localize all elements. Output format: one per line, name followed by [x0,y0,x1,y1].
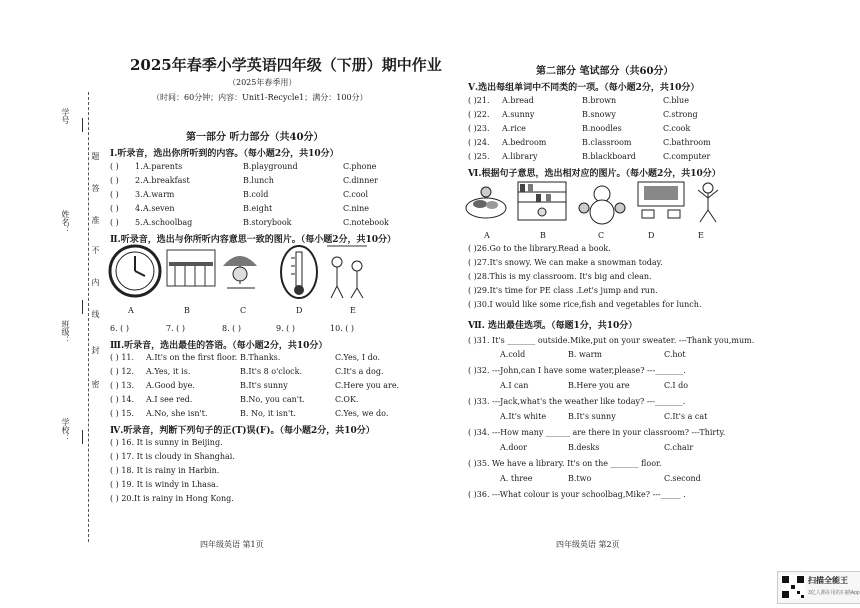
question-lead: ( ) 11. [110,353,135,362]
option-c: C.Yes, I do. [335,353,380,362]
option-b: B.noodles [582,124,622,133]
question-lead: ( ) 15. [110,409,135,418]
option-a: A.seven [143,204,175,213]
option-b: B.cold [243,190,269,199]
option-b: B.brown [582,96,617,105]
exam-title: 2025年春季小学英语四年级（下册）期中作业 [130,56,442,74]
option-a: A.cold [500,350,526,359]
question-text: ( )36. ---What colour is your schoolbag,Mike? ---_____ . [468,490,686,499]
picture-label: A [128,306,134,315]
kids-picture [327,246,367,298]
option-b: B.It's sunny [240,381,288,390]
option-b: B.snowy [582,110,616,119]
option-c: C.chair [664,443,694,452]
student-no-label: 学号 [61,108,70,124]
picture-label: B [540,231,546,240]
option-c: C.computer [663,152,711,161]
picture-label: D [648,231,655,240]
qr-code-icon [781,575,805,599]
option-a: A.parents [143,162,183,171]
seal-word: 不 [91,246,100,254]
exam-info: （时间：60分钟；内容：Unit1-Recycle1；满分：100分） [152,93,368,102]
school-label: 学校： [61,418,70,442]
question-lead: ( )21. [468,96,490,105]
exam-subtitle: （2025年春季用） [228,78,297,87]
seal-mark [82,118,83,132]
option-a: A.library [502,152,538,161]
question-text: ( )32. ---John,can I have some water,please? ---_______. [468,366,686,375]
seal-word: 答 [91,184,100,192]
answer-blank: 6. ( ) [110,324,129,333]
option-c: C.dinner [343,176,378,185]
option-c: C.hot [664,350,686,359]
page-footer-2: 四年级英语 第2页 [556,540,620,549]
page-footer-1: 四年级英语 第1页 [200,540,264,549]
picture-label: D [296,306,303,315]
match-item: ( )28.This is my classroom. It's big and clean. [468,272,652,281]
option-c: C.strong [663,110,698,119]
option-a: A.rice [502,124,526,133]
option-a: A.Good bye. [146,381,195,390]
option-a: A. three [500,474,533,483]
option-c: C.cool [343,190,369,199]
judgement-item: ( ) 16. It is sunny in Beijing. [110,438,223,447]
clock-picture [110,246,160,296]
option-a: A.I see red. [146,395,193,404]
question-lead: ( )23. [468,124,490,133]
question-text: ( )35. We have a library. It's on the _______ floor. [468,459,662,468]
section-6-heading: Ⅵ.根据句子意思，选出相对应的图片。（每小题2分，共10分） [468,169,721,179]
question-paren: ( ) [110,162,119,171]
question-paren: ( ) [110,176,119,185]
question-paren: ( ) [110,218,119,227]
seal-word: 内 [91,278,100,286]
option-b: B. warm [568,350,602,359]
binding-line [88,92,89,542]
classroom-picture [638,182,684,218]
option-c: C.nine [343,204,369,213]
option-a: A.It's on the first floor. [146,353,238,362]
library-picture [518,182,566,220]
question-text: ( )33. ---Jack,what's the weather like today? ---_______. [468,397,686,406]
question-number: 4. [135,204,143,213]
class-label: 班级： [61,320,70,344]
seal-word: 线 [91,310,100,318]
option-b: B.Thanks. [240,353,281,362]
seal-word: 封 [91,346,100,354]
option-b: B.classroom [582,138,632,147]
judgement-item: ( ) 18. It is rainy in Harbin. [110,466,220,475]
section-5-heading: Ⅴ.选出每组单词中不同类的一项。（每小题2分，共10分） [468,83,700,93]
section-7-heading: Ⅶ. 选出最佳选项。（每题1分，共10分） [468,321,638,331]
food-picture [466,187,506,218]
school-picture [167,250,215,286]
question-lead: ( )24. [468,138,490,147]
question-paren: ( ) [110,190,119,199]
part1-heading: 第一部分 听力部分（共40分） [186,132,324,143]
option-a: A.door [500,443,527,452]
question-number: 5. [135,218,143,227]
question-number: 2. [135,176,143,185]
question-lead: ( )22. [468,110,490,119]
snowman-picture [579,186,625,224]
question-number: 1. [135,162,143,171]
picture-label: E [350,306,356,315]
option-b: B.eight [243,204,273,213]
scanner-tagline: 3亿人都在用的扫描App [808,590,860,596]
match-item: ( )29.It's time for PE class .Let's jump and run. [468,286,658,295]
pe-class-picture [698,183,718,222]
option-a: A.Yes, it is. [146,367,191,376]
option-c: C.blue [663,96,689,105]
option-c: C.It's a dog. [335,367,384,376]
judgement-item: ( ) 17. It is cloudy in Shanghai. [110,452,235,461]
picture-match-images [462,178,730,226]
section-2-heading: Ⅱ.听录音，选出与你所听内容意思一致的图片。（每小题2分，共10分） [110,235,397,245]
option-a: A.bread [502,96,534,105]
option-b: B.storybook [243,218,292,227]
answer-blank: 10. ( ) [330,324,355,333]
judgement-item: ( ) 20.It is rainy in Hong Kong. [110,494,234,503]
question-lead: ( ) 12. [110,367,135,376]
picture-label: C [598,231,605,240]
option-a: A.No, she isn't. [146,409,208,418]
section-4-heading: Ⅳ.听录音，判断下列句子的正(T)误(F)。（每小题2分，共10分） [110,426,375,436]
option-c: C.bathroom [663,138,711,147]
option-a: A.bedroom [502,138,547,147]
section-3-heading: Ⅲ.听录音，选出最佳的答语。（每小题2分，共10分） [110,341,328,351]
option-c: C.phone [343,162,377,171]
option-b: B.lunch [243,176,274,185]
option-c: C.Here you are. [335,381,400,390]
option-b: B.blackboard [582,152,636,161]
picture-label: A [484,231,490,240]
option-b: B.Here you are [568,381,630,390]
option-b: B.No, you can't. [240,395,305,404]
option-b: B.It's sunny [568,412,616,421]
option-a: A.It's white [500,412,547,421]
seal-word: 准 [91,216,100,224]
option-b: B.two [568,474,592,483]
option-b: B.It's 8 o'clock. [240,367,303,376]
option-b: B. No, it isn't. [240,409,296,418]
seal-word: 题 [91,152,100,160]
match-item: ( )27.It's snowy. We can make a snowman today. [468,258,663,267]
option-c: C.I do [664,381,689,390]
judgement-item: ( ) 19. It is windy in Lhasa. [110,480,219,489]
option-c: C.It's a cat [664,412,708,421]
question-lead: ( ) 14. [110,395,135,404]
section-1-heading: Ⅰ.听录音，选出你所听到的内容。（每小题2分，共10分） [110,149,339,159]
listening-pictures [105,244,385,306]
picture-label: B [184,306,190,315]
scanner-app-name: 扫描全能王 [808,576,848,585]
option-a: A.breakfast [143,176,190,185]
scanner-watermark [777,571,860,604]
option-b: B.playground [243,162,298,171]
answer-blank: 7. ( ) [166,324,185,333]
option-c: C.OK. [335,395,359,404]
option-b: B.desks [568,443,600,452]
part2-heading: 第二部分 笔试部分（共60分） [536,66,674,77]
name-label: 姓名： [61,210,70,234]
question-number: 3. [135,190,143,199]
question-text: ( )31. It's _______ outside.Mike,put on your sweater. ---Thank you,mum. [468,336,755,345]
match-item: ( )26.Go to the library.Read a book. [468,244,611,253]
question-text: ( )34. ---How many ______ are there in your classroom? ---Thirty. [468,428,726,437]
option-a: A.schoolbag [143,218,193,227]
thermometer-picture [281,246,317,298]
match-item: ( )30.I would like some rice,fish and vegetables for lunch. [468,300,702,309]
option-c: C.notebook [343,218,389,227]
option-a: A.sunny [502,110,535,119]
answer-blank: 8. ( ) [222,324,241,333]
seal-word: 密 [91,380,100,388]
picture-label: E [698,231,704,240]
option-a: A.I can [500,381,529,390]
option-c: C.Yes, we do. [335,409,389,418]
rain-picture [223,256,257,288]
option-c: C.second [664,474,701,483]
question-paren: ( ) [110,204,119,213]
picture-label: C [240,306,247,315]
option-a: A.warm [143,190,175,199]
option-c: C.cook [663,124,691,133]
question-lead: ( ) 13. [110,381,135,390]
question-lead: ( )25. [468,152,490,161]
seal-mark [82,430,83,444]
answer-blank: 9. ( ) [276,324,295,333]
seal-mark [82,300,83,314]
